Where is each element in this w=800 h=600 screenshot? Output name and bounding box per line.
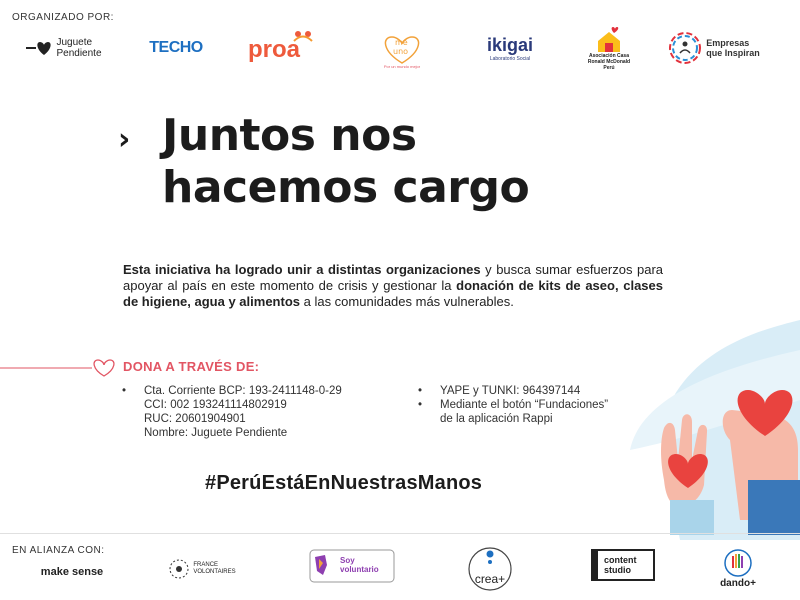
- dando-logo: [708, 544, 768, 592]
- description-bold2: donación de kits de aseo, clases de higiene, agua y alimentos: [123, 278, 663, 309]
- cci-number: CCI: 002 193241114802919: [144, 399, 287, 411]
- title-chevron-icon: ›: [118, 122, 131, 157]
- description-paragraph: [123, 262, 663, 310]
- dando-wordmark: dando+: [720, 577, 756, 589]
- alliance-label: EN ALIANZA CON:: [12, 545, 105, 556]
- campaign-hashtag: #PerúEstáEnNuestrasManos: [205, 472, 483, 494]
- soy-voluntario-logo: [308, 548, 396, 584]
- empresas-inspiran-logo: [664, 30, 764, 66]
- france-star-icon: [168, 558, 190, 580]
- footer-divider: [0, 533, 800, 534]
- content-line1: content: [604, 555, 637, 565]
- description-bold1: Esta iniciativa ha logrado unir a distintas organizaciones: [123, 262, 481, 277]
- ikigai-subtitle: Laboratorio Social: [489, 55, 531, 62]
- bullet-icon: •: [122, 385, 127, 397]
- bullet-icon: •: [418, 399, 423, 411]
- empresas-circle-icon: [668, 31, 702, 65]
- empresas-line2: que Inspiran: [706, 48, 760, 58]
- donate-label: DONA A TRAVÉS DE:: [123, 359, 260, 374]
- france-line2: VOLONTAIRES: [193, 569, 236, 575]
- donate-list-left: [122, 384, 412, 440]
- svg-text:me: me: [395, 38, 408, 47]
- proa-wordmark: proa: [248, 36, 301, 63]
- juguete-pendiente-logo: [14, 36, 114, 60]
- bcp-account: Cta. Corriente BCP: 193-2411148-0-29: [144, 385, 342, 397]
- content-line2: studio: [604, 565, 631, 575]
- rappi-app-text: de la aplicación Rappi: [440, 413, 553, 425]
- account-name: Nombre: Juguete Pendiente: [144, 427, 288, 439]
- rappi-button-text: Mediante el botón “Fundaciones”: [440, 399, 609, 411]
- crea-logo: [456, 546, 524, 592]
- organizer-logos: [0, 28, 800, 78]
- france-volontaires-logo: [154, 554, 250, 584]
- yape-tunki: YAPE y TUNKI: 964397144: [440, 385, 581, 397]
- bullet-icon: •: [418, 385, 423, 397]
- hands-hearts-icon: [620, 310, 800, 540]
- hands-hearts-illustration: [620, 310, 800, 540]
- casa-ronald-line2: Ronald McDonald: [587, 59, 631, 65]
- title-line2: hacemos cargo: [162, 162, 530, 213]
- france-line1: FRANCE: [193, 562, 219, 568]
- casa-ronald-line1: Asociación Casa: [588, 53, 629, 59]
- heart-outline-icon: [0, 355, 122, 379]
- donate-heart-line: [0, 355, 122, 379]
- organized-by-label: ORGANIZADO POR:: [12, 12, 114, 23]
- proa-logo: [246, 28, 326, 66]
- ruc-number: RUC: 20601904901: [144, 413, 246, 425]
- heart-key-icon: [26, 39, 52, 57]
- me-uno-heart-icon: [377, 33, 427, 65]
- techo-logo: TECHO: [149, 39, 203, 56]
- soy-line2: voluntario: [340, 565, 379, 574]
- title-line1: Juntos nos: [162, 110, 417, 161]
- juguete-line2: Pendiente: [56, 48, 102, 59]
- me-uno-tagline: Por un mundo mejor: [383, 64, 421, 69]
- makesense-logo: make sense: [40, 566, 104, 578]
- description-text1: y busca sumar esfuerzos para apoyar al país en este momento de crisis y gestionar la: [123, 262, 664, 293]
- dando-hand-icon: [723, 548, 753, 578]
- content-studio-logo: [590, 548, 656, 582]
- juguete-line1: Juguete: [56, 37, 93, 48]
- empresas-line1: Empresas: [706, 38, 750, 48]
- casa-ronald-logo: [584, 24, 634, 74]
- soy-line1: Soy: [340, 556, 355, 565]
- svg-text:uno: uno: [393, 47, 409, 56]
- ikigai-logo: [472, 30, 548, 66]
- ikigai-wordmark: ikigai: [486, 34, 534, 55]
- description-text2: a las comunidades más vulnerables.: [300, 294, 514, 309]
- casa-ronald-line3: Perú: [603, 65, 615, 71]
- crea-wordmark: crea+: [474, 572, 506, 586]
- ronald-house-icon: [594, 27, 624, 53]
- page-title: [122, 110, 529, 214]
- me-uno-logo: [372, 28, 432, 70]
